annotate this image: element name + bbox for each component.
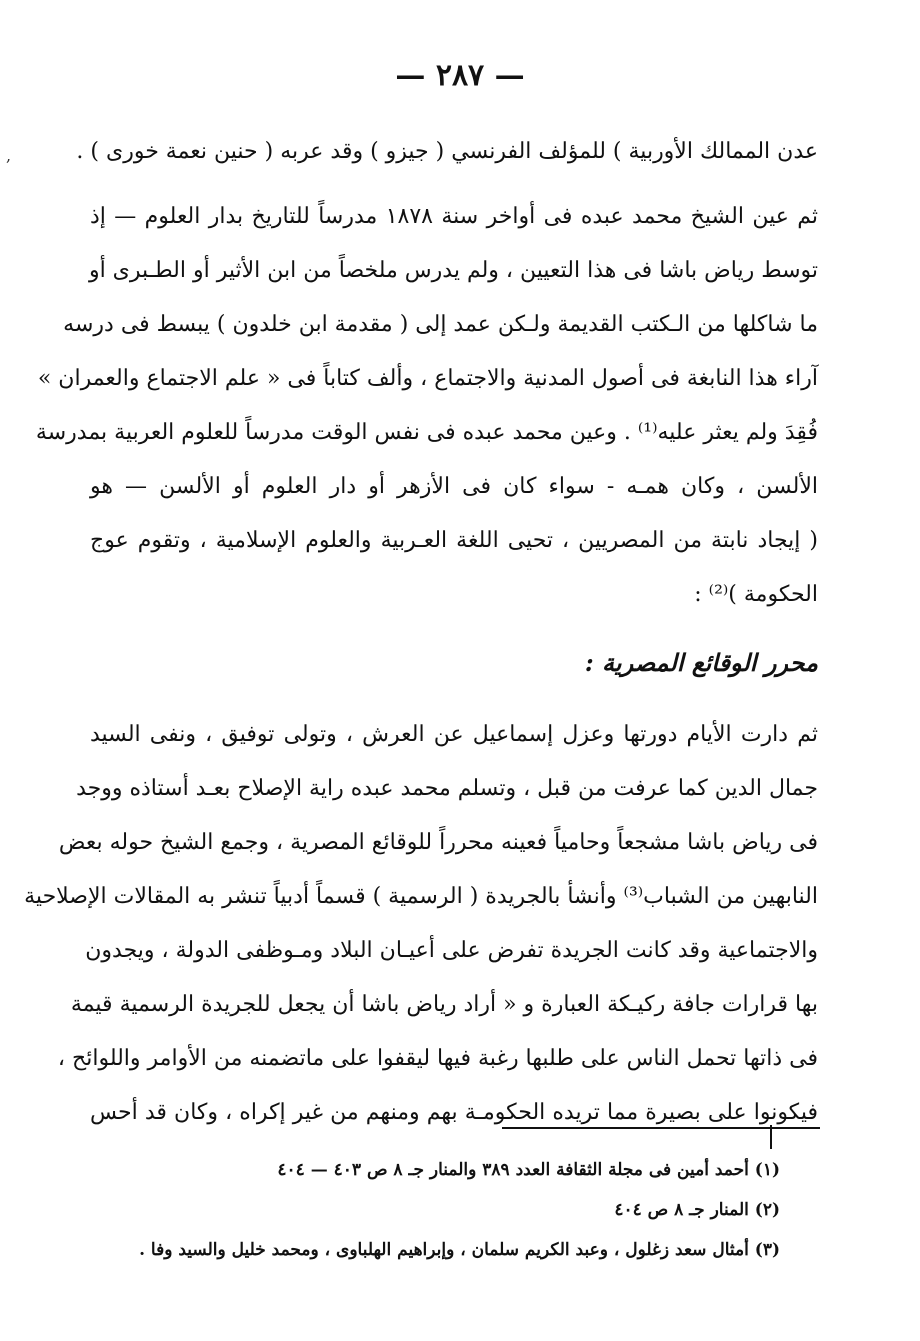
footnote-separator-tick [770,1125,772,1149]
footnote-2: (٢) المنار جـ ٨ ص ٤٠٤ [614,1200,780,1220]
text-line: فُقِدَ ولم يعثر عليه⁽¹⁾ . وعين محمد عبده فى نفس الوقت مدرساً للعلوم العربية بمدرسة [35,420,818,445]
text-line: ( إيجاد نابتة من المصريين ، تحيى اللغة العـربية والعلوم الإسلامية ، وتقوم عوج [90,528,818,553]
text-line: توسط رياض باشا فى هذا التعيين ، ولم يدرس ملخصاً من ابن الأثير أو الطـبرى أو [88,258,818,283]
text-line: النابهين من الشباب⁽³⁾ وأنشأ بالجريدة ( الرسمية ) قسماً أدبياً تنشر به المقالات الإصلاحية [24,884,818,909]
text-line: آراء هذا النابغة فى أصول المدنية والاجتماع ، وألف كتاباً فى « علم الاجتماع والعمران » [37,366,818,391]
text-line: ما شاكلها من الـكتب القديمة ولـكن عمد إلى ( مقدمة ابن خلدون ) يبسط فى درسه [63,312,818,337]
text-line: الألسن ، وكان همـه - سواء كان فى الأزهر أو دار العلوم أو الألسن — هو [90,474,818,499]
text-line: الحكومة )⁽²⁾ : [694,582,818,607]
footnote-separator [502,1127,820,1129]
section-heading: محرر الوقائع المصرية : [584,648,818,677]
text-line: ثم عين الشيخ محمد عبده فى أواخر سنة ١٨٧٨ مدرساً للتاريخ بدار العلوم — إذ [90,204,819,229]
text-line: بها قرارات جافة ركيـكة العبارة و « أراد رياض باشا أن يجعل للجريدة الرسمية قيمة [70,992,818,1017]
footnotes [90,1150,780,1270]
page-number: — ٢٨٧ — [395,58,525,93]
text-line: فى رياض باشا مشجعاً وحامياً فعينه محرراً للوقائع المصرية ، وجمع الشيخ حوله بعض [58,830,818,855]
text-line: جمال الدين كما عرفت من قبل ، وتسلم محمد عبده راية الإصلاح بعـد أستاذه ووجد [76,776,818,801]
footnote-1: (١) أحمد أمين فى مجلة الثقافة العدد ٣٨٩ والمنار جـ ٨ ص ٤٠٣ — ٤٠٤ [277,1160,780,1180]
text-line: والاجتماعية وقد كانت الجريدة تفرض على أعيـان البلاد ومـوظفى الدولة ، ويجدون [85,938,818,963]
paragraph-one [35,190,819,622]
margin-mark: , [6,146,12,165]
text-line: ثم دارت الأيام دورتها وعزل إسماعيل عن العرش ، وتولى توفيق ، ونفى السيد [90,722,818,747]
text-line: فى ذاتها تحمل الناس على طلبها رغبة فيها ليقفوا على ماتضمنه من الأوامر واللوائح ، [57,1046,818,1071]
paragraph-two [24,708,818,1140]
intro-paragraph [76,125,818,179]
footnote-3: (٣) أمثال سعد زغلول ، وعبد الكريم سلمان ، وإبراهيم الهلباوى ، ومحمد خليل والسيد وفا . [139,1240,780,1260]
text-line: فيكونوا على بصيرة مما تريده الحكومـة بهم ومنهم من غير إكراه ، وكان قد أحس [90,1100,818,1125]
text-line: عدن الممالك الأوربية ) للمؤلف الفرنسي ( جيزو ) وقد عربه ( حنين نعمة خورى ) . [76,139,818,164]
